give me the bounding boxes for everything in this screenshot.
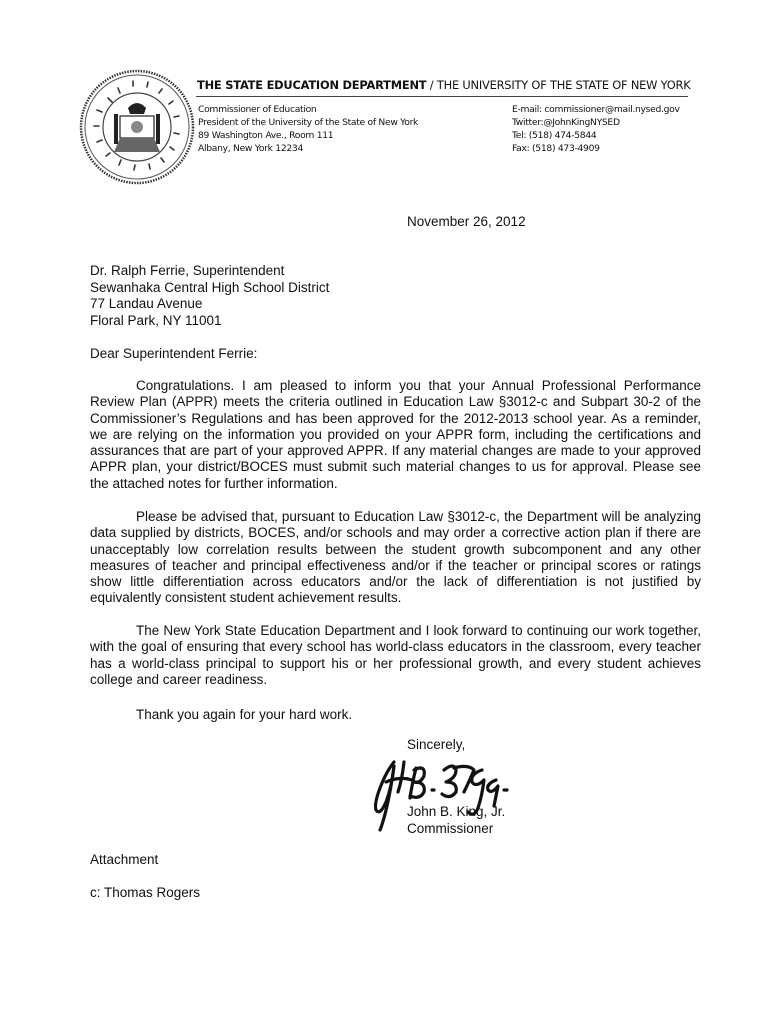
recipient-address: Dr. Ralph Ferrie, Superintendent Sewanhaka Central High School District 77 Landau Avenue Floral Park, NY 11001 (90, 263, 330, 328)
department-title: THE STATE EDUCATION DEPARTMENT / THE UNIVERSITY OF THE STATE OF NEW YORK (197, 78, 691, 92)
letter-date: November 26, 2012 (407, 214, 526, 229)
header-divider (196, 96, 688, 97)
carbon-copy: c: Thomas Rogers (90, 885, 201, 900)
paragraph-analysis: Please be advised that, pursuant to Education Law §3012-c, the Department will be analyzing data supplied by districts, BOCES, and/or schools and may order a corrective action plan if there are unacceptably low correlation results between the student growth subcomponent and any other measures of teacher and principal effectiveness and/or if the teacher or principal scores or ratings show little differentiation across educators and/or the lack of differentiation is not justified by equivalently consistent student achievement results. (90, 509, 701, 606)
thank-you-line: Thank you again for your hard work. (136, 707, 353, 722)
commissioner-address-block: Commissioner of Education President of the University of the State of New York 89 Washington Ave., Room 111 Albany, New York 12234 (198, 104, 419, 154)
closing: Sincerely, (407, 737, 466, 752)
signer-title: Commissioner (407, 820, 494, 836)
commissioner-contact-block: E-mail: commissioner@mail.nysed.gov Twitter:@JohnKingNYSED Tel: (518) 474-5844 Fax: (518) 473-4909 (512, 104, 680, 154)
signature-block (407, 804, 505, 837)
salutation: Dear Superintendent Ferrie: (90, 346, 258, 361)
paragraph-goals: The New York State Education Department and I look forward to continuing our work together, with the goal of ensuring that every school has world-class educators in the classroom, every teacher has a world-class principal to support his or her professional growth, and every student achieves college and career readiness. (90, 623, 701, 687)
letterhead (196, 78, 691, 163)
attachment-note: Attachment (90, 852, 159, 867)
paragraph-approval: Congratulations. I am pleased to inform you that your Annual Professional Performance Review Plan (APPR) meets the criteria outlined in Education Law §3012-c and Subpart 30-2 of the Commissioner’s Regulations and has been approved for the 2012-2013 school year. As a reminder, we are relying on the information you provided on your APPR form, including the certifications and assurances that are part of your approved APPR. If any material changes are made to your approved APPR plan, your district/BOCES must submit such material changes to us for approval. Please see the attached notes for further information. (90, 378, 701, 491)
signer-name: John B. King, Jr. (407, 804, 506, 819)
state-seal (78, 68, 196, 186)
